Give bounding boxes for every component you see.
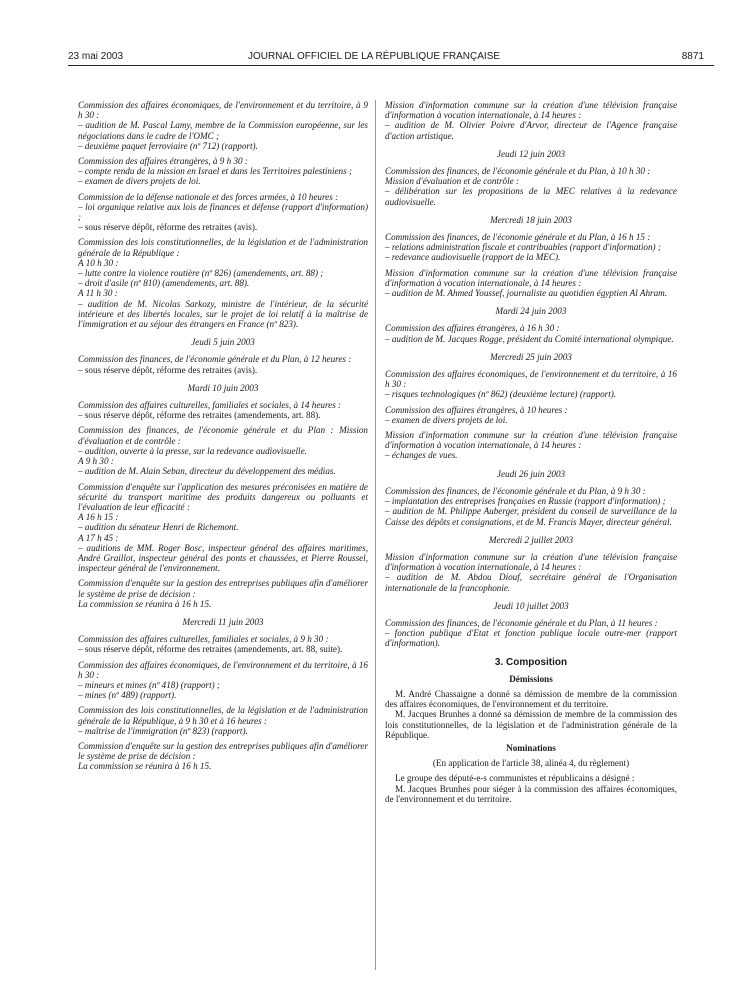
paragraph: Commission des finances, de l'économie générale et du Plan, à 12 heures : xyxy=(78,354,352,365)
paragraph: Mission d'information commune sur la création d'une télévision française d'information à vocation internationale, à 14 heures : xyxy=(385,430,677,451)
agenda-item: – implantation des entreprises françaises en Russie (rapport d'information) ; xyxy=(385,496,666,507)
agenda-item: – audition de M. Nicolas Sarkozy, ministre de l'intérieur, de la sécurité intérieure et des libertés locales, sur le projet de loi relatif à la maîtrise de l'immigration et au séjour des étrangers en France (nº 823). xyxy=(78,298,368,330)
paragraph: A 17 h 45 : xyxy=(78,532,119,543)
agenda-item: – délibération sur les propositions de la MEC relatives à la redevance audiovisuelle. xyxy=(385,186,677,207)
header-date: 23 mai 2003 xyxy=(68,51,124,62)
agenda-item: – audition du sénateur Henri de Richemont. xyxy=(78,522,239,533)
agenda-item: – audition de M. Abdou Diouf, secrétaire général de l'Organisation internationale de la francophonie. xyxy=(385,572,677,593)
paragraph: Commission des finances, de l'économie générale et du Plan, à 9 h 30 : xyxy=(385,485,646,496)
paragraph: Le groupe des député-e-s communistes et républicains a désigné : xyxy=(395,773,635,784)
date-heading: Mercredi 11 juin 2003 xyxy=(182,616,264,627)
date-heading: Mardi 10 juin 2003 xyxy=(187,382,259,393)
paragraph: La commission se réunira à 16 h 15. xyxy=(78,598,212,609)
paragraph: Commission des affaires étrangères, à 10 heures : xyxy=(385,404,568,415)
subheading: Nominations xyxy=(506,742,556,753)
date-heading: Jeudi 12 juin 2003 xyxy=(496,148,566,159)
paragraph: A 9 h 30 : xyxy=(78,456,114,467)
journal-title: JOURNAL OFFICIEL DE LA RÉPUBLIQUE FRANÇAISE xyxy=(247,51,501,62)
column-divider xyxy=(375,100,376,970)
agenda-item: – examen de divers projets de loi. xyxy=(385,414,508,425)
paragraph: Commission des affaires culturelles, familiales et sociales, à 14 heures : xyxy=(78,400,342,411)
agenda-item: – audition de M. Olivier Poivre d'Arvor, directeur de l'Agence française d'action artistique. xyxy=(385,120,677,141)
date-heading: Mercredi 2 juillet 2003 xyxy=(488,534,574,545)
paragraph: A 10 h 30 : xyxy=(78,257,119,268)
agenda-item: – loi organique relative aux lois de finances et défense (rapport d'information) ; xyxy=(78,201,368,223)
paragraph: Commission des lois constitutionnelles, de la législation et de l'administration générale de la République, à 9 h 30 et à 16 heures : xyxy=(78,705,368,726)
paragraph: Mission d'information commune sur la création d'une télévision française d'information à vocation internationale, à 14 heures : xyxy=(385,267,677,288)
paragraph: Commission de la défense nationale et des forces armées, à 10 heures : xyxy=(78,191,339,202)
page-number: 8871 xyxy=(681,51,704,62)
agenda-item: – audition de M. Alain Seban, directeur du développement des médias. xyxy=(78,466,336,477)
agenda-item: – maîtrise de l'immigration (nº 823) (rapport). xyxy=(78,725,248,736)
paragraph: Commission des finances, de l'économie générale et du Plan, à 11 heures : xyxy=(385,617,658,628)
paragraph: M. André Chassaigne a donné sa démission de membre de la commission des affaires économiques, de l'environnement et du territoire. xyxy=(385,688,677,710)
date-heading: Mercredi 18 juin 2003 xyxy=(490,214,572,225)
agenda-item: – deuxième paquet ferroviaire (nº 712) (rapport). xyxy=(78,140,258,151)
paragraph: A 16 h 15 : xyxy=(78,512,119,523)
header-rule xyxy=(68,65,714,66)
date-heading: Jeudi 5 juin 2003 xyxy=(191,337,255,348)
section-heading: 3. Composition xyxy=(494,656,568,668)
paragraph: Commission des affaires économiques, de l'environnement et du territoire, à 16 h 30 : xyxy=(385,369,677,390)
paragraph: (En application de l'article 38, alinéa 4, du règlement) xyxy=(432,758,630,769)
paragraph: Commission des finances, de l'économie générale et du Plan : Mission d'évaluation et de contrôle : xyxy=(78,425,368,446)
agenda-item: – sous réserve dépôt, réforme des retraites (amendements, art. 88, suite). xyxy=(78,644,343,655)
paragraph: Commission des finances, de l'économie générale et du Plan, à 10 h 30 : xyxy=(385,166,651,177)
paragraph: Mission d'information commune sur la création d'une télévision française d'information à vocation internationale, à 14 heures : xyxy=(385,100,677,121)
paragraph: Commission des finances, de l'économie générale et du Plan, à 16 h 15 : xyxy=(385,232,651,243)
agenda-item: – auditions de MM. Roger Bosc, inspecteur général des affaires maritimes, André Graillot, inspecteur général des ponts et chaussées, et Pierre Roussel, inspecteur général de l'environnement. xyxy=(78,542,368,574)
agenda-item: – audition de M. Jacques Rogge, président du Comité international olympique. xyxy=(385,333,674,344)
paragraph: M. Jacques Brunhes a donné sa démission de membre de la commission des lois constitutionnelles, de la législation et de l'administration générale de la République. xyxy=(385,709,677,740)
paragraph: Mission d'évaluation et de contrôle : xyxy=(385,176,519,187)
agenda-item: – compte rendu de la mission en Israel et dans les Territoires palestiniens ; xyxy=(78,166,352,177)
agenda-item: – audition de M. Pascal Lamy, membre de la Commission européenne, sur les négociations dans le cadre de l'OMC ; xyxy=(78,120,368,141)
agenda-item: – examen de divers projets de loi. xyxy=(78,176,201,187)
paragraph: Commission des affaires étrangères, à 16 h 30 : xyxy=(385,323,560,334)
date-heading: Jeudi 26 juin 2003 xyxy=(496,468,566,479)
date-heading: Mercredi 25 juin 2003 xyxy=(490,351,572,362)
agenda-item: – relations administration fiscale et contribuables (rapport d'information) ; xyxy=(385,242,661,253)
agenda-item: – risques technologiques (nº 862) (deuxième lecture) (rapport). xyxy=(385,389,617,400)
paragraph: Commission des affaires économiques, de l'environnement et du territoire, à 9 h 30 : xyxy=(78,100,368,121)
paragraph: Commission des affaires économiques, de l'environnement et du territoire, à 16 h 30 : xyxy=(78,659,368,680)
paragraph: Mission d'information commune sur la création d'une télévision française d'information à vocation internationale, à 14 heures : xyxy=(385,551,677,573)
paragraph: Commission d'enquête sur l'application des mesures préconisées en matière de sécurité du transport maritime des produits dangereux ou polluants et l'évaluation de leur efficacité : xyxy=(78,481,368,512)
date-heading: Jeudi 10 juillet 2003 xyxy=(493,600,569,611)
paragraph: Commission des affaires culturelles, familiales et sociales, à 9 h 30 : xyxy=(78,634,329,645)
agenda-item: – sous réserve dépôt, réforme des retraites (avis). xyxy=(78,364,258,375)
agenda-item: – audition de M. Philippe Auberger, président du conseil de surveillance de la Caisse des dépôts et consignations, et de M. Francis Mayer, directeur général. xyxy=(385,506,677,527)
agenda-item: – sous réserve dépôt, réforme des retraites (amendements, art. 88). xyxy=(78,410,321,421)
agenda-item: – échanges de vues. xyxy=(385,450,458,461)
paragraph: A 11 h 30 : xyxy=(78,288,118,299)
agenda-item: – mines (nº 489) (rapport). xyxy=(78,690,177,701)
paragraph: Commission des affaires étrangères, à 9 h 30 : xyxy=(78,156,248,167)
agenda-item: – audition de M. Ahmed Youssef, journaliste au quotidien égyptien Al Ahram. xyxy=(385,288,668,299)
agenda-item: – lutte contre la violence routière (nº 826) (amendements, art. 88) ; xyxy=(78,268,324,279)
paragraph: La commission se réunira à 16 h 15. xyxy=(78,761,212,772)
date-heading: Mardi 24 juin 2003 xyxy=(495,306,567,317)
agenda-item: – audition, ouverte à la presse, sur la redevance audiovisuelle. xyxy=(78,445,307,456)
paragraph: Commission d'enquête sur la gestion des entreprises publiques afin d'améliorer le système de prise de décision : xyxy=(78,578,368,599)
subheading: Démissions xyxy=(509,673,553,684)
agenda-item: – droit d'asile (nº 810) (amendements, art. 88). xyxy=(78,278,250,289)
paragraph: M. Jacques Brunhes pour siéger à la commission des affaires économiques, de l'environnement et du territoire. xyxy=(385,783,677,804)
agenda-item: – mineurs et mines (nº 418) (rapport) ; xyxy=(78,679,220,690)
paragraph: Commission d'enquête sur la gestion des entreprises publiques afin d'améliorer le système de prise de décision : xyxy=(78,740,368,762)
right-column xyxy=(385,100,677,804)
paragraph: Commission des lois constitutionnelles, de la législation et de l'administration générale de la République : xyxy=(78,237,368,258)
agenda-item: – redevance audiovisuelle (rapport de la MEC). xyxy=(385,252,561,263)
agenda-item: – fonction publique d'Etat et fonction publique locale outre-mer (rapport d'information). xyxy=(385,628,677,649)
agenda-item: – sous réserve dépôt, réforme des retraites (avis). xyxy=(78,222,258,233)
left-column xyxy=(78,100,368,772)
